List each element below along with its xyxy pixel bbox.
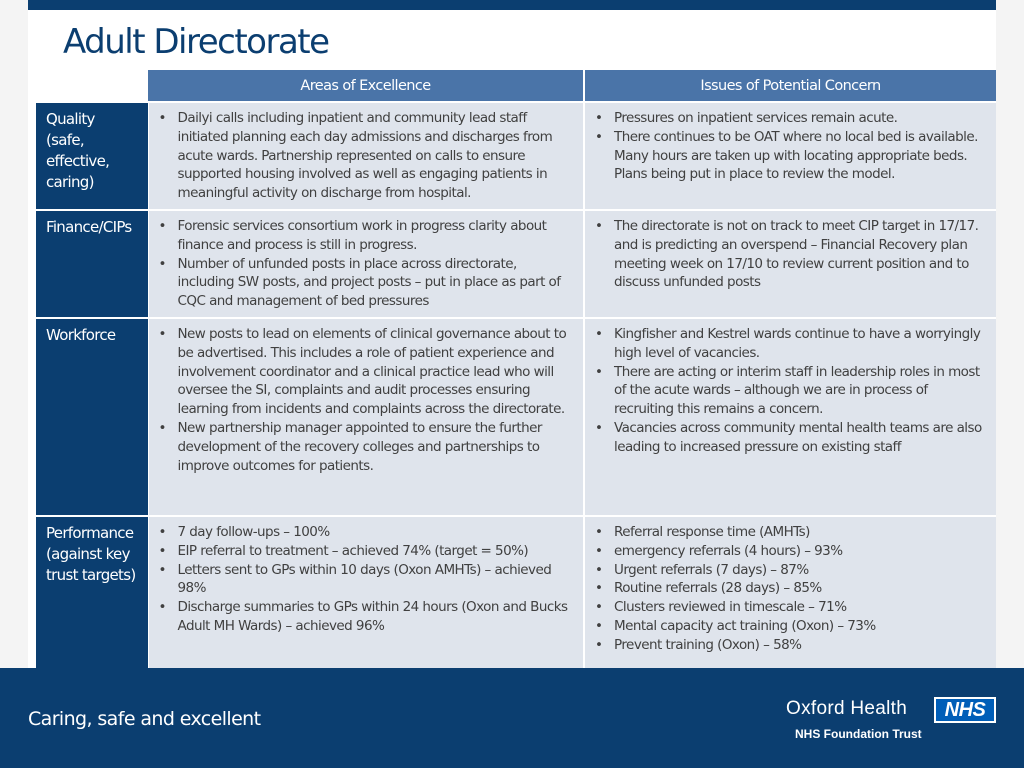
finance-concern-cell: [584, 210, 996, 318]
list-item: • Clusters reviewed in timescale – 71%: [589, 598, 988, 617]
list-item: • There continues to be OAT where no local bed is available. Many hours are taken up with locating appropriate beds. Plans being put in place to review the model.: [589, 128, 988, 184]
bullet-list: [589, 325, 988, 457]
header-blank-cell: [36, 70, 148, 102]
list-item: • Pressures on inpatient services remain acute.: [589, 109, 988, 128]
performance-excellence-cell: [148, 516, 584, 677]
logo-subtitle: NHS Foundation Trust: [795, 727, 922, 741]
header-areas-of-excellence: Areas of Excellence: [148, 70, 584, 102]
list-item: • There are acting or interim staff in leadership roles in most of the acute wards – although we are in process of recruiting this remains a concern.: [589, 363, 988, 419]
bullet-list: [153, 523, 576, 636]
list-item: • 7 day follow-ups – 100%: [153, 523, 576, 542]
list-item: • Kingfisher and Kestrel wards continue to have a worryingly high level of vacancies.: [589, 325, 988, 363]
list-item: • Referral response time (AMHTs): [589, 523, 988, 542]
row-label-text: Finance/CIPs: [46, 217, 132, 236]
bullet-list: [153, 109, 576, 203]
bullet-list: [153, 217, 576, 311]
list-item: • Vacancies across community mental health teams are also leading to increased pressure on existing staff: [589, 419, 988, 457]
list-item: • Dailyi calls including inpatient and community lead staff initiated planning each day admissions and discharges from acute wards. Partnership represented on calls to ensure supported housing involved as well as engaging patients in meaningful activity on discharge from hospital.: [153, 109, 576, 203]
list-item: • New partnership manager appointed to ensure the further development of the recovery colleges and partnerships to improve outcomes for patients.: [153, 419, 576, 475]
oxford-health-logo: [786, 696, 1001, 746]
quality-excellence-cell: [148, 102, 584, 210]
list-item: • Forensic services consortium work in progress clarity about finance and process is still in progress.: [153, 217, 576, 255]
list-item: • emergency referrals (4 hours) – 93%: [589, 542, 988, 561]
row-label-text: Performance (against key trust targets): [46, 523, 136, 584]
nhs-logo-text: NHS: [936, 699, 994, 721]
list-item: • Urgent referrals (7 days) – 87%: [589, 561, 988, 580]
logo-name: Oxford Health: [786, 698, 908, 719]
nhs-logo: [934, 697, 996, 723]
row-label-finance: [36, 210, 148, 318]
list-item: • The directorate is not on track to meet CIP target in 17/17. and is predicting an overspend – Financial Recovery plan meeting week on 17/10 to review current position and to discuss unfunded posts: [589, 217, 988, 292]
row-label-quality: [36, 102, 148, 210]
list-item: • Mental capacity act training (Oxon) – 73%: [589, 617, 988, 636]
workforce-excellence-cell: [148, 318, 584, 516]
list-item: • EIP referral to treatment – achieved 74% (target = 50%): [153, 542, 576, 561]
list-item: • Discharge summaries to GPs within 24 hours (Oxon and Bucks Adult MH Wards) – achieved 96%: [153, 598, 576, 636]
performance-concern-cell: [584, 516, 996, 677]
row-label-text: Workforce: [46, 325, 116, 344]
directorate-table: [36, 70, 996, 677]
quality-concern-cell: [584, 102, 996, 210]
table-row-quality: [36, 102, 996, 210]
list-item: • New posts to lead on elements of clinical governance about to be advertised. This includes a role of patient experience and involvement coordinator and a clinical practice lead who will oversee the SI, complaints and audit processes ensuring learning from incidents and complaints across the directorate.: [153, 325, 576, 419]
list-item: • Number of unfunded posts in place across directorate, including SW posts, and project posts – put in place as part of CQC and management of bed pressures: [153, 255, 576, 311]
list-item: • Letters sent to GPs within 10 days (Oxon AMHTs) – achieved 98%: [153, 561, 576, 599]
table-row-performance: [36, 516, 996, 677]
table-header-row: [36, 70, 996, 102]
finance-excellence-cell: [148, 210, 584, 318]
bullet-list: [589, 109, 988, 184]
table-row-finance: [36, 210, 996, 318]
row-label-workforce: [36, 318, 148, 516]
row-label-performance: [36, 516, 148, 677]
list-item: • Routine referrals (28 days) – 85%: [589, 579, 988, 598]
row-label-text: Quality (safe, effective, caring): [46, 110, 110, 191]
list-item: • Prevent training (Oxon) – 58%: [589, 636, 988, 655]
header-issues-of-concern: Issues of Potential Concern: [584, 70, 996, 102]
bullet-list: [589, 523, 988, 655]
bullet-list: [589, 217, 988, 292]
table-row-workforce: [36, 318, 996, 516]
bullet-list: [153, 325, 576, 475]
slide-title: Adult Directorate: [63, 22, 329, 62]
top-accent-bar: [28, 0, 996, 10]
footer-tagline: Caring, safe and excellent: [28, 708, 261, 730]
workforce-concern-cell: [584, 318, 996, 516]
footer-bar: [0, 668, 1024, 768]
